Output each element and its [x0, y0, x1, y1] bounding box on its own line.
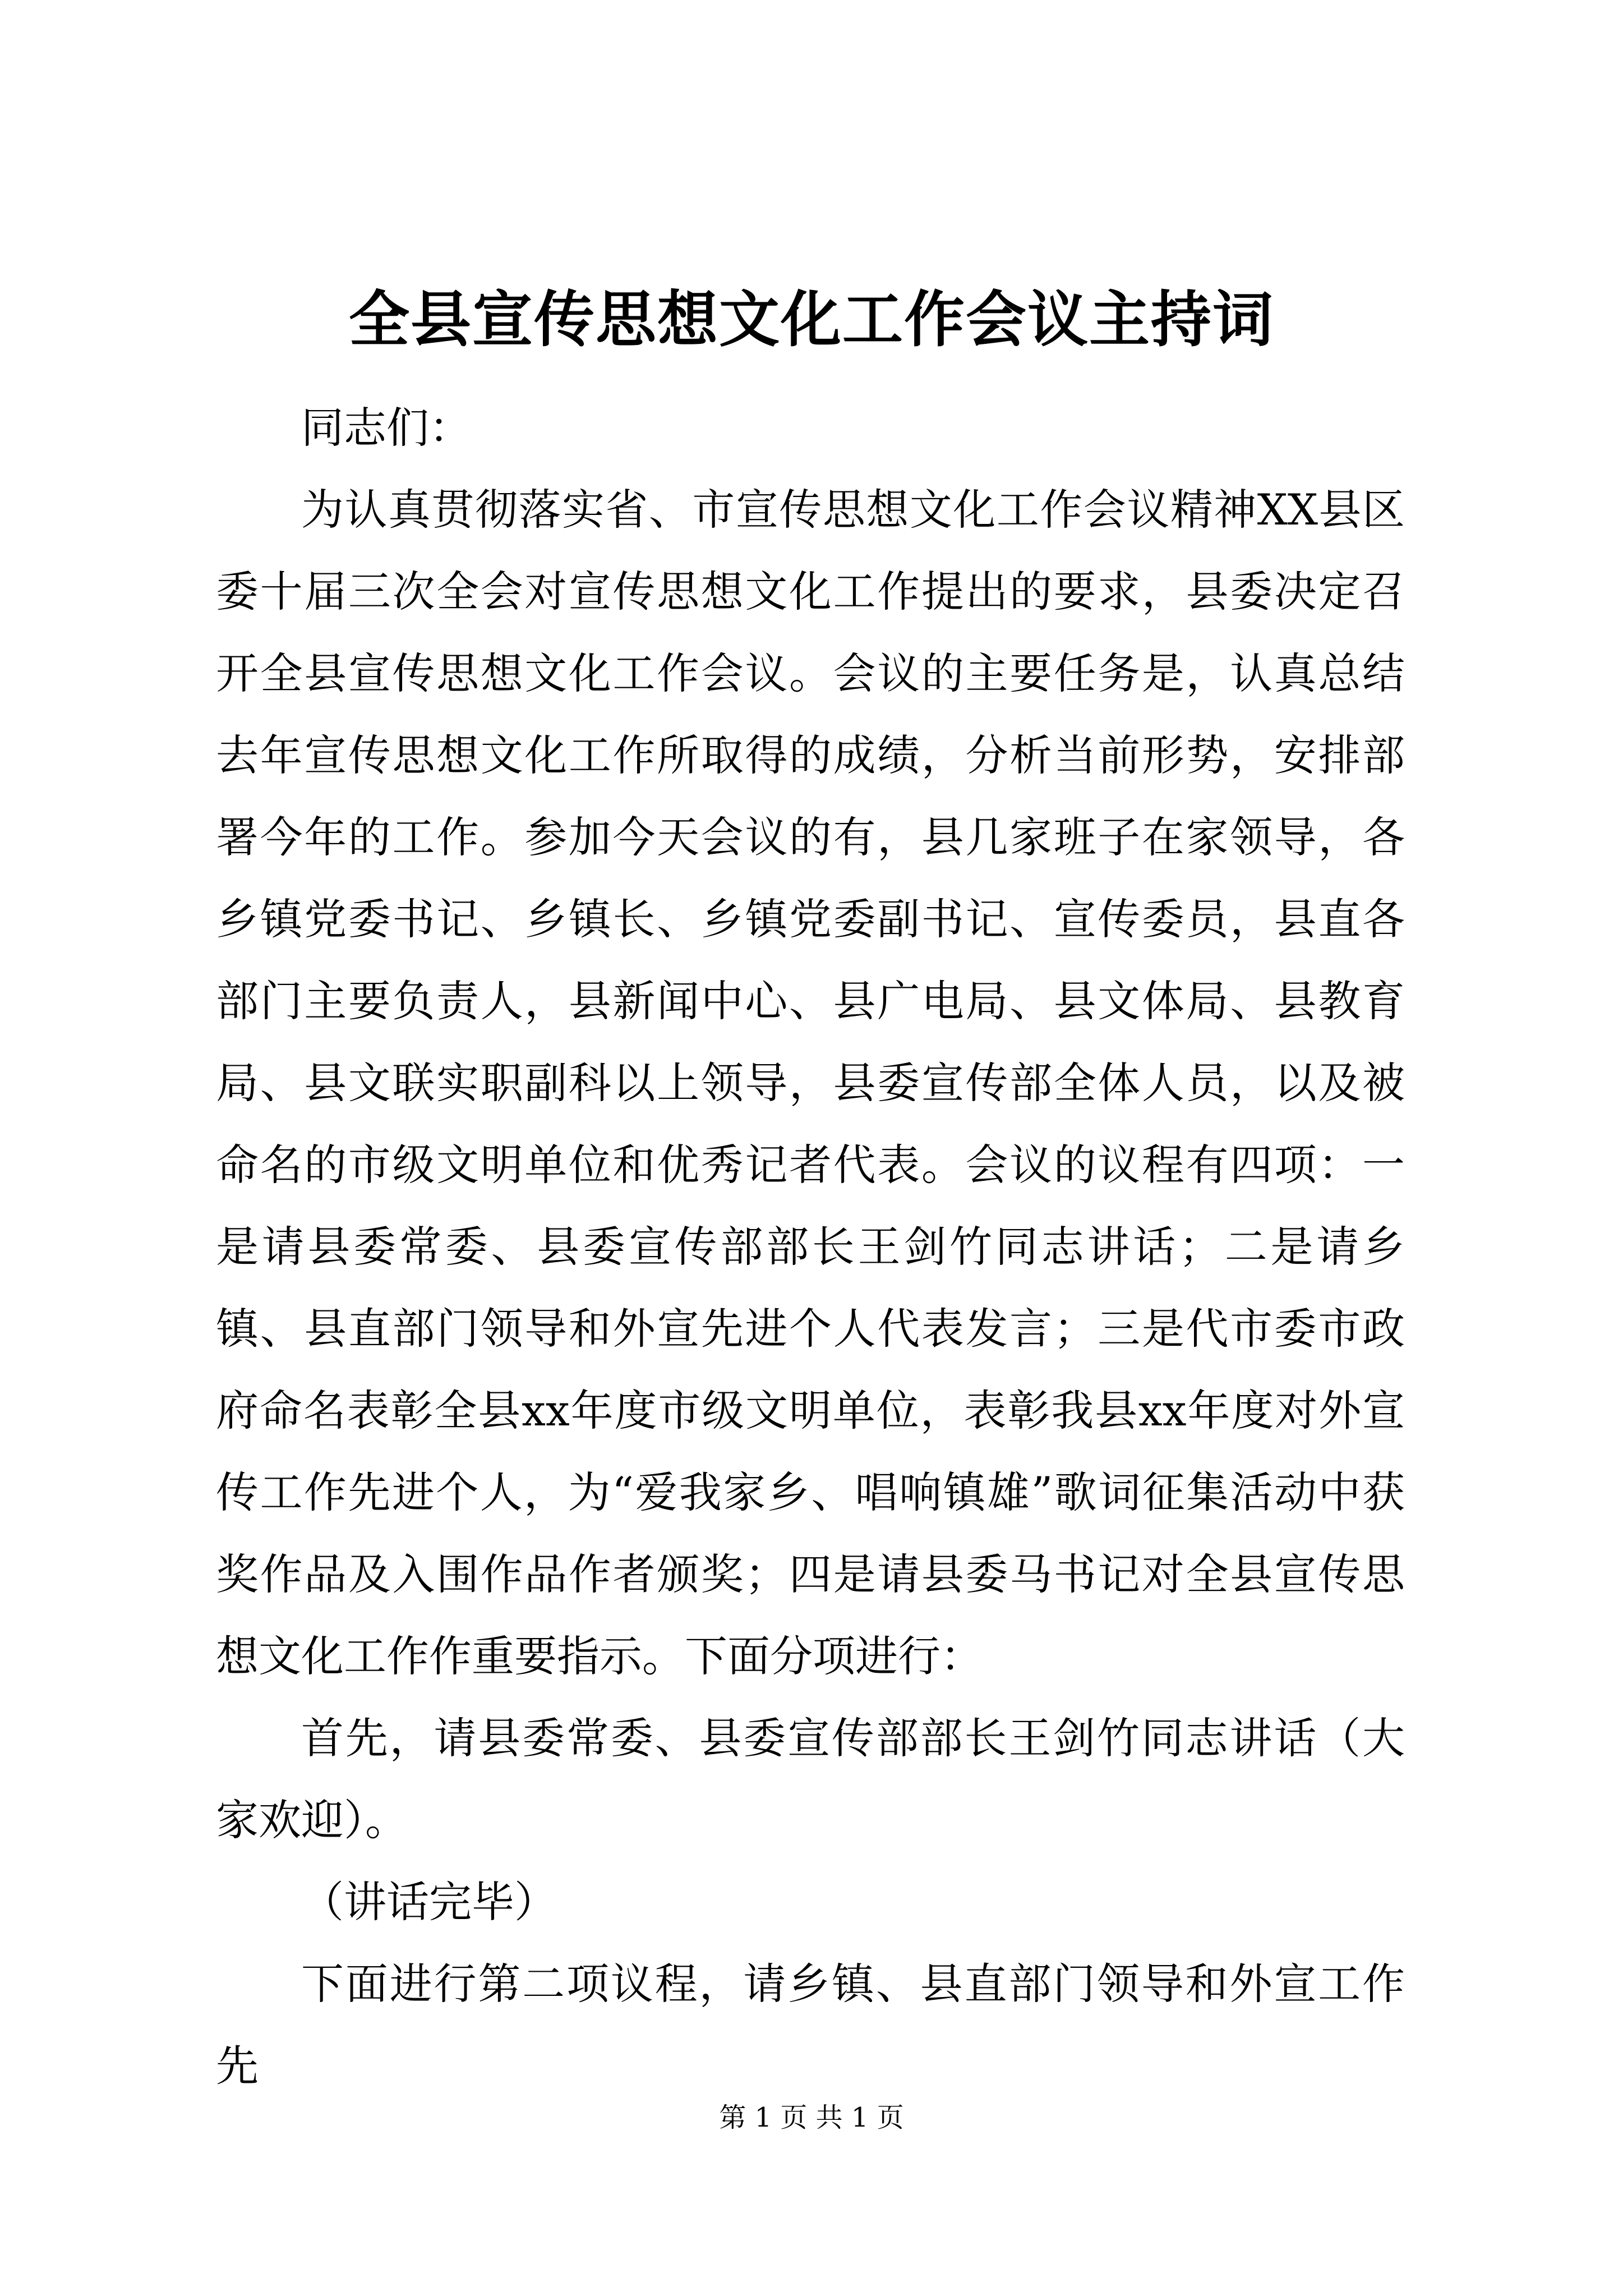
paragraph-intro: 为认真贯彻落实省、市宣传思想文化工作会议精神XX县区委十届三次全会对宣传思想文化工作提出的要求，县委决定召开全县宣传思想文化工作会议。会议的主要任务是，认真总结去年宣传思想文化工作所取得的成绩，分析当前形势，安排部署今年的工作。参加今天会议的有，县几家班子在家领导，各乡镇党委书记、乡镇长、乡镇党委副书记、宣传委员，县直各部门主要负责人，县新闻中心、县广电局、县文体局、县教育局、县文联实职副科以上领导，县委宣传部全体人员，以及被命名的市级文明单位和优秀记者代表。会议的议程有四项：一是请县委常委、县委宣传部部长王剑竹同志讲话；二是请乡镇、县直部门领导和外宣先进个人代表发言；三是代市委市政府命名表彰全县xx年度市级文明单位，表彰我县xx年度对外宣传工作先进个人，为“爱我家乡、唱响镇雄”歌词征集活动中获奖作品及入围作品作者颁奖；四是请县委马书记对全县宣传思想文化工作作重要指示。下面分项进行： — [216, 485, 1405, 1681]
paragraph-first-item: 首先，请县委常委、县委宣传部部长王剑竹同志讲话（大家欢迎）。 — [216, 1713, 1405, 1845]
document-title: 全县宣传思想文化工作会议主持词 — [348, 284, 1274, 355]
paragraph-speech-complete: （讲话完毕） — [301, 1877, 557, 1927]
document-body — [216, 387, 1405, 2107]
page-footer: 第 1 页 共 1 页 — [719, 2102, 904, 2133]
paragraph-greeting: 同志们： — [301, 403, 472, 453]
paragraph-second-item: 下面进行第二项议程，请乡镇、县直部门领导和外宣工作先 — [216, 1959, 1405, 2091]
